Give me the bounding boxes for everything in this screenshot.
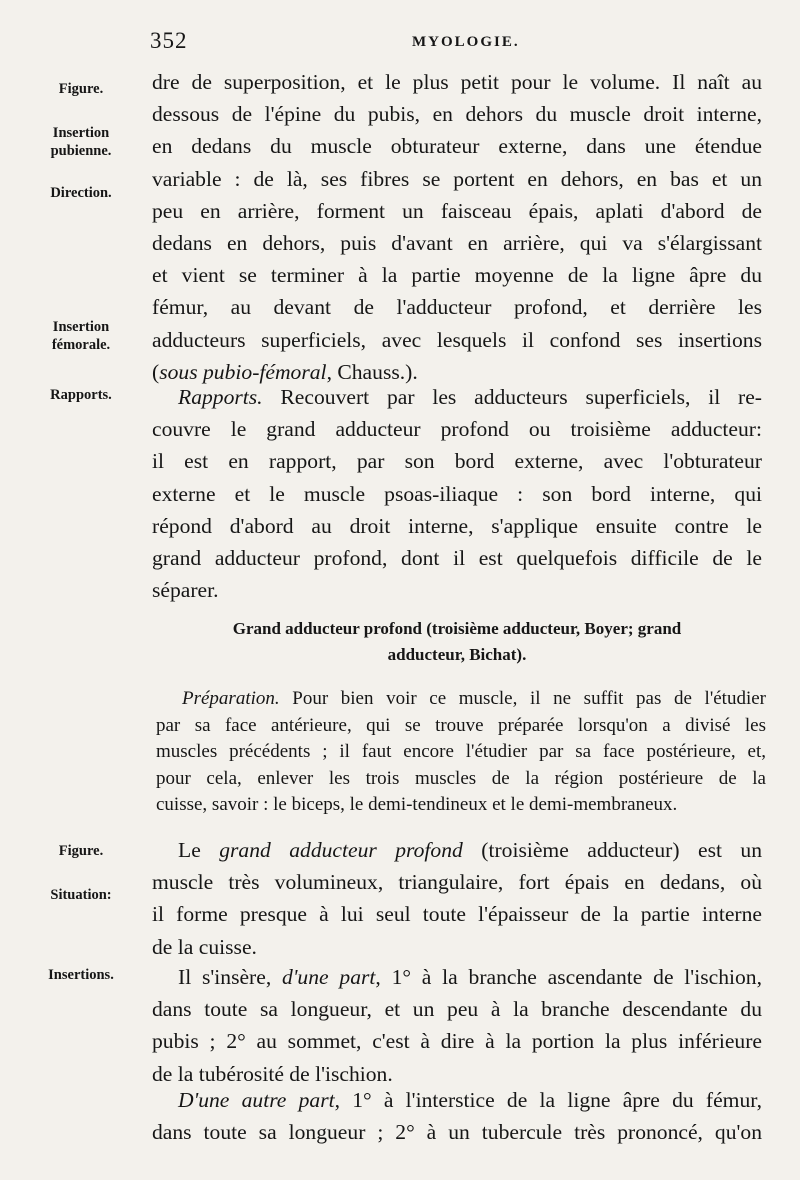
text-line: de la cuisse. [152, 934, 257, 959]
text-line: fémur, au devant de l'adducteur profond, et derrière les [152, 295, 762, 320]
text-fragment: Recouvert par les adducteurs superficiels, il re- [262, 385, 762, 409]
text-line: externe et le muscle psoas-iliaque : son bord interne, qui [152, 481, 762, 506]
text-line: répond d'abord au droit interne, s'applique ensuite contre le [152, 513, 762, 538]
text-line: adducteurs superficiels, avec lesquels il confond ses insertions [152, 327, 762, 352]
text-line: séparer. [152, 578, 219, 603]
text-line [152, 381, 762, 413]
text-line: grand adducteur profond, dont il est quelquefois difficile de le [152, 546, 762, 571]
margin-note-line: Insertion [52, 319, 110, 335]
text-line: muscle très volumineux, triangulaire, fort épais en dedans, où [152, 870, 762, 895]
text-line: en dedans du muscle obturateur externe, dans une étendue [152, 134, 762, 159]
section-heading [152, 616, 762, 668]
text-fragment: , 1° à l'interstice de la ligne âpre du fémur, [334, 1088, 762, 1112]
text-fragment: ( [152, 359, 160, 384]
text-line: il forme presque à lui seul toute l'épaisseur de la partie interne [152, 902, 762, 927]
text-line: dans toute sa longueur, et un peu à la branche descendante du [152, 997, 762, 1022]
text-line: pour cela, enlever les trois muscles de la région postérieure de la [156, 767, 766, 789]
text-line: de la tubérosité de l'ischion. [152, 1061, 393, 1086]
paragraph-insertions [152, 961, 762, 1090]
margin-note-rapports: Rapports. [50, 387, 112, 403]
text-line: muscles précédents ; il faut encore l'étudier par sa face postérieure, et, [156, 741, 766, 763]
margin-note-line: Insertion [52, 125, 110, 141]
page-number: 352 [150, 28, 188, 53]
text-line: dans toute sa longueur ; 2° à un tubercule très prononcé, qu'on [152, 1120, 762, 1145]
text-fragment: (troisième adducteur) est un [462, 838, 763, 862]
italic-term: d'une part [282, 965, 376, 989]
text-line: il est en rapport, par son bord externe, avec l'obturateur [152, 449, 762, 474]
margin-note-insertions: Insertions. [48, 967, 114, 983]
text-line: par sa face antérieure, qui se trouve préparée lorsqu'on a divisé les [156, 714, 766, 736]
text-line [156, 686, 766, 713]
text-fragment: , Chauss.). [326, 359, 418, 384]
italic-term: D'une autre part [178, 1088, 335, 1112]
text-fragment: Il s'insère, [178, 965, 283, 989]
paragraph-rapports [152, 381, 762, 606]
text-line: peu en arrière, forment un faisceau épais, aplati d'abord de [152, 198, 762, 223]
margin-note-insertion-pubienne [22, 124, 140, 160]
text-line: dedans en dehors, puis d'avant en arrière, qui va s'élargissant [152, 231, 762, 256]
italic-lead: Préparation. [182, 688, 280, 709]
italic-term: grand adducteur profond [219, 838, 463, 862]
margin-note-figure-2: Figure. [58, 843, 104, 859]
running-head: MYOLOGIE. [412, 34, 520, 50]
text-line: et vient se terminer à la partie moyenne de la ligne âpre du [152, 263, 762, 288]
text-line: variable : de là, ses fibres se portent en dehors, en bas et un [152, 166, 762, 191]
text-line: cuisse, savoir : le biceps, le demi-tendineux et le demi-membraneux. [156, 794, 678, 816]
heading-line: Grand adducteur profond (troisième adducteur, Boyer; grand [232, 619, 682, 638]
text-fragment: , 1° à la branche ascendante de l'ischion, [375, 965, 762, 989]
text-line: dre de superposition, et le plus petit pour le volume. Il naît au [152, 70, 762, 94]
margin-note-situation: Situation: [50, 887, 112, 903]
margin-note-insertion-femorale [22, 318, 140, 354]
italic-lead: Rapports. [178, 385, 263, 409]
text-fragment: Le [178, 838, 220, 862]
italic-term: sous pubio-fémoral [159, 359, 327, 384]
margin-note-line: pubienne. [50, 143, 112, 159]
text-line: pubis ; 2° au sommet, c'est à dire à la portion la plus inférieure [152, 1029, 762, 1054]
paragraph-preparation [156, 686, 766, 819]
text-line [152, 834, 762, 866]
text-fragment: Pour bien voir ce muscle, il ne suffit pas de l'étudier [279, 688, 766, 709]
paragraph-description [152, 834, 762, 963]
text-line: couvre le grand adducteur profond ou troisième adducteur: [152, 417, 762, 442]
heading-line: adducteur, Bichat). [387, 645, 527, 664]
paragraph-figure [152, 66, 762, 388]
margin-note-direction: Direction. [50, 185, 112, 201]
margin-note-figure: Figure. [58, 81, 104, 97]
text-line: dessous de l'épine du pubis, en dehors du muscle droit interne, [152, 102, 762, 127]
paragraph-insertions-continued [152, 1084, 762, 1148]
text-line [152, 961, 762, 993]
page-header [150, 28, 770, 56]
margin-note-line: fémorale. [51, 337, 111, 353]
text-line [152, 1084, 762, 1116]
